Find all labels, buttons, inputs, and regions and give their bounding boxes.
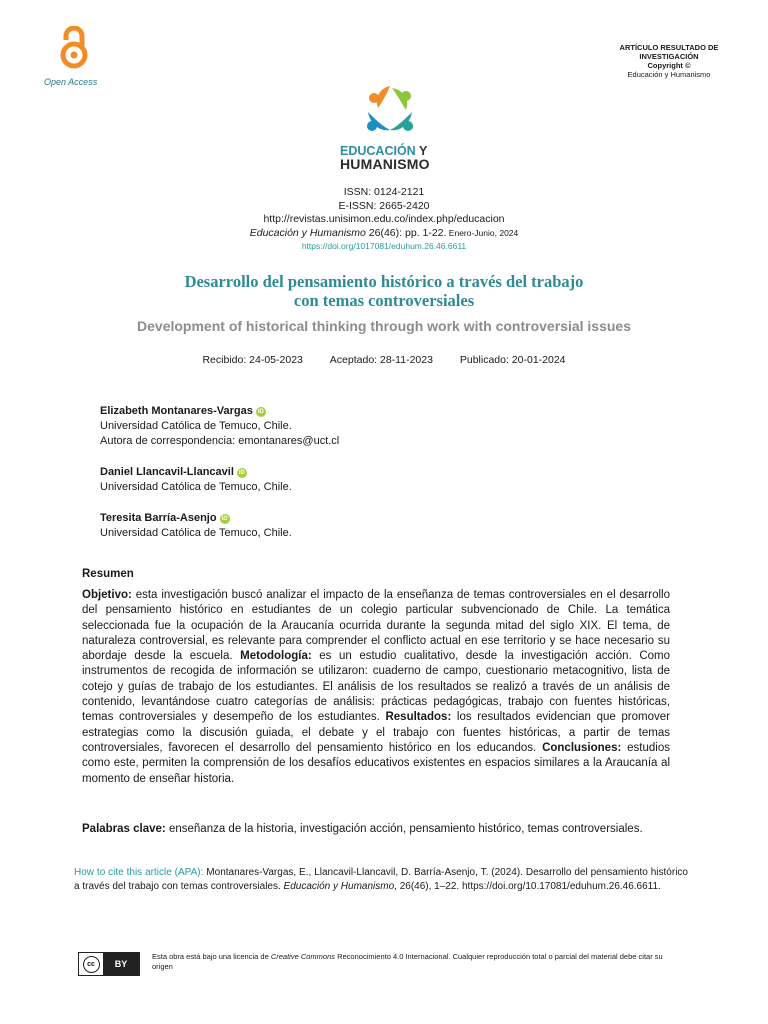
- open-access-logo: [44, 26, 104, 87]
- article-title-en: Development of historical thinking through work with controversial issues: [137, 318, 631, 334]
- eissn: E-ISSN: 2665-2420: [338, 199, 430, 212]
- metodologia-text: es un estudio cualitativo, desde la investigación acción. Como instrumentos de recogida de información se utilizaron: cuaderno de campo, cuestionario metacognitivo, lista de cotejo y guías de trabajo de los estudiantes. El análisis de los resultados se realizó a través de un análisis de contenido, levantándose cuatro categorías de análisis: prácticas pedagógicas, trabajo con fuentes históricas, temas controversiales y desempeño de los estudiantes.: [82, 650, 670, 724]
- article-title-es: [0, 272, 768, 310]
- abstract-body: [82, 588, 670, 787]
- citation-text-1: Montanares-Vargas, E., Llancavil-Llancavil, D. Barría-Asenjo, T. (2024). Desarrollo del pensamiento histórico a través del trabajo con temas controversiales.: [74, 867, 688, 892]
- keywords: [82, 822, 670, 837]
- journal-name: Educación y Humanismo: [249, 226, 366, 239]
- objetivo-text: esta investigación buscó analizar el impacto de la enseñanza de temas controversiales en el desarrollo del pensamiento histórico en estudiantes de un colegio particular subvencionado de Chile. La temática seleccionada fue la ocupación de la Araucanía ocurrida durante la segunda mitad del siglo XIX. El tema, de naturaleza controversial, es relevante para comprender el conflicto actual en ese territorio y se hace necesario su abordaje desde la escuela.: [82, 589, 670, 663]
- article-title-es-line1: Desarrollo del pensamiento histórico a través del trabajo: [184, 272, 584, 291]
- journal-url[interactable]: http://revistas.unisimon.edu.co/index.php/educacion: [263, 213, 505, 225]
- article-type-line1: ARTÍCULO RESULTADO DE: [619, 43, 719, 52]
- author-name: Daniel Llancavil-Llancavil: [100, 466, 234, 478]
- conclusiones-label: Conclusiones:: [542, 741, 622, 754]
- license-text: Esta obra está bajo una licencia de Creative Commons Reconocimiento 4.0 Internacional. Cualquier reproducción total o parcial del material debe citar su origen: [152, 952, 663, 971]
- author-affiliation: Universidad Católica de Temuco, Chile.: [100, 481, 292, 493]
- author-correspondence: Autora de correspondencia: emontanares@uct.cl: [100, 435, 340, 447]
- open-access-icon: [56, 26, 92, 70]
- date-published: Publicado: 20-01-2024: [459, 354, 566, 366]
- objetivo-label: Objetivo:: [82, 589, 132, 601]
- journal-info: [0, 186, 768, 254]
- open-access-label: Open Access: [44, 77, 98, 87]
- author-name: Elizabeth Montanares-Vargas: [100, 405, 253, 417]
- author-affiliation: Universidad Católica de Temuco, Chile.: [100, 527, 292, 539]
- orcid-icon[interactable]: iD: [238, 470, 245, 476]
- author-name: Teresita Barría-Asenjo: [100, 512, 217, 524]
- metodologia-label: Metodología:: [240, 650, 312, 663]
- orcid-icon[interactable]: iD: [257, 409, 264, 415]
- date-accepted: Aceptado: 28-11-2023: [329, 354, 433, 366]
- journal-logo-text: [340, 145, 440, 172]
- author-block-2: [100, 465, 292, 495]
- author-affiliation: Universidad Católica de Temuco, Chile.: [100, 420, 292, 432]
- citation-journal: Educación y Humanismo: [283, 880, 395, 892]
- logo-word-y: Y: [415, 144, 428, 158]
- citation-text-2: , 26(46), 1–22. https://doi.org/10.17081/eduhum.26.46.6611.: [394, 880, 661, 892]
- abstract-heading: Resumen: [82, 568, 134, 580]
- citation-label: How to cite this article (APA):: [74, 867, 204, 878]
- author-block-1: [100, 404, 339, 449]
- date-received: Recibido: 24-05-2023: [202, 354, 303, 366]
- copyright-holder: Educación y Humanismo: [627, 70, 711, 79]
- article-type-line2: INVESTIGACIÓN: [639, 52, 699, 61]
- journal-logo-icon: [360, 82, 420, 138]
- journal-period: Enero-Junio, 2024: [446, 227, 519, 238]
- by-icon: BY: [103, 953, 139, 975]
- keywords-text: enseñanza de la historia, investigación acción, pensamiento histórico, temas controversiales.: [165, 823, 643, 835]
- author-block-3: [100, 511, 292, 541]
- article-dates: [0, 354, 768, 366]
- keywords-label: Palabras clave:: [82, 823, 166, 835]
- journal-citation-line: [0, 227, 768, 241]
- logo-word-educacion: EDUCACIÓN: [340, 144, 416, 158]
- resultados-label: Resultados:: [385, 711, 452, 724]
- orcid-icon[interactable]: iD: [221, 516, 228, 522]
- journal-logo: [340, 82, 440, 172]
- citation-block: [74, 866, 688, 893]
- cc-link[interactable]: Creative Commons: [270, 952, 336, 961]
- issn: ISSN: 0124-2121: [343, 186, 425, 198]
- resultados-text: los resultados evidencian que promover estrategias como la discusión guiada, el debate y el trabajo con fuentes históricas, a partir de temas controversiales, favorecen el desarrollo del pensamiento histórico en los educandos.: [82, 711, 670, 754]
- copyright-label: Copyright ©: [647, 61, 691, 70]
- cc-icon: cc: [79, 953, 103, 975]
- article-type-box: [604, 43, 734, 79]
- cc-by-badge[interactable]: [78, 952, 140, 976]
- logo-word-humanismo: HUMANISMO: [340, 156, 430, 172]
- journal-volume: 26(46): pp. 1-22.: [365, 226, 447, 239]
- article-title-es-line2: con temas controversiales: [293, 291, 475, 310]
- doi-link[interactable]: https://doi.org/1017081/eduhum.26.46.6611: [301, 241, 467, 251]
- conclusiones-text: estudios como este, permiten la comprensión de los desafíos educativos existentes en espacios similares a la Araucanía al momento de enseñar historia.: [82, 741, 670, 785]
